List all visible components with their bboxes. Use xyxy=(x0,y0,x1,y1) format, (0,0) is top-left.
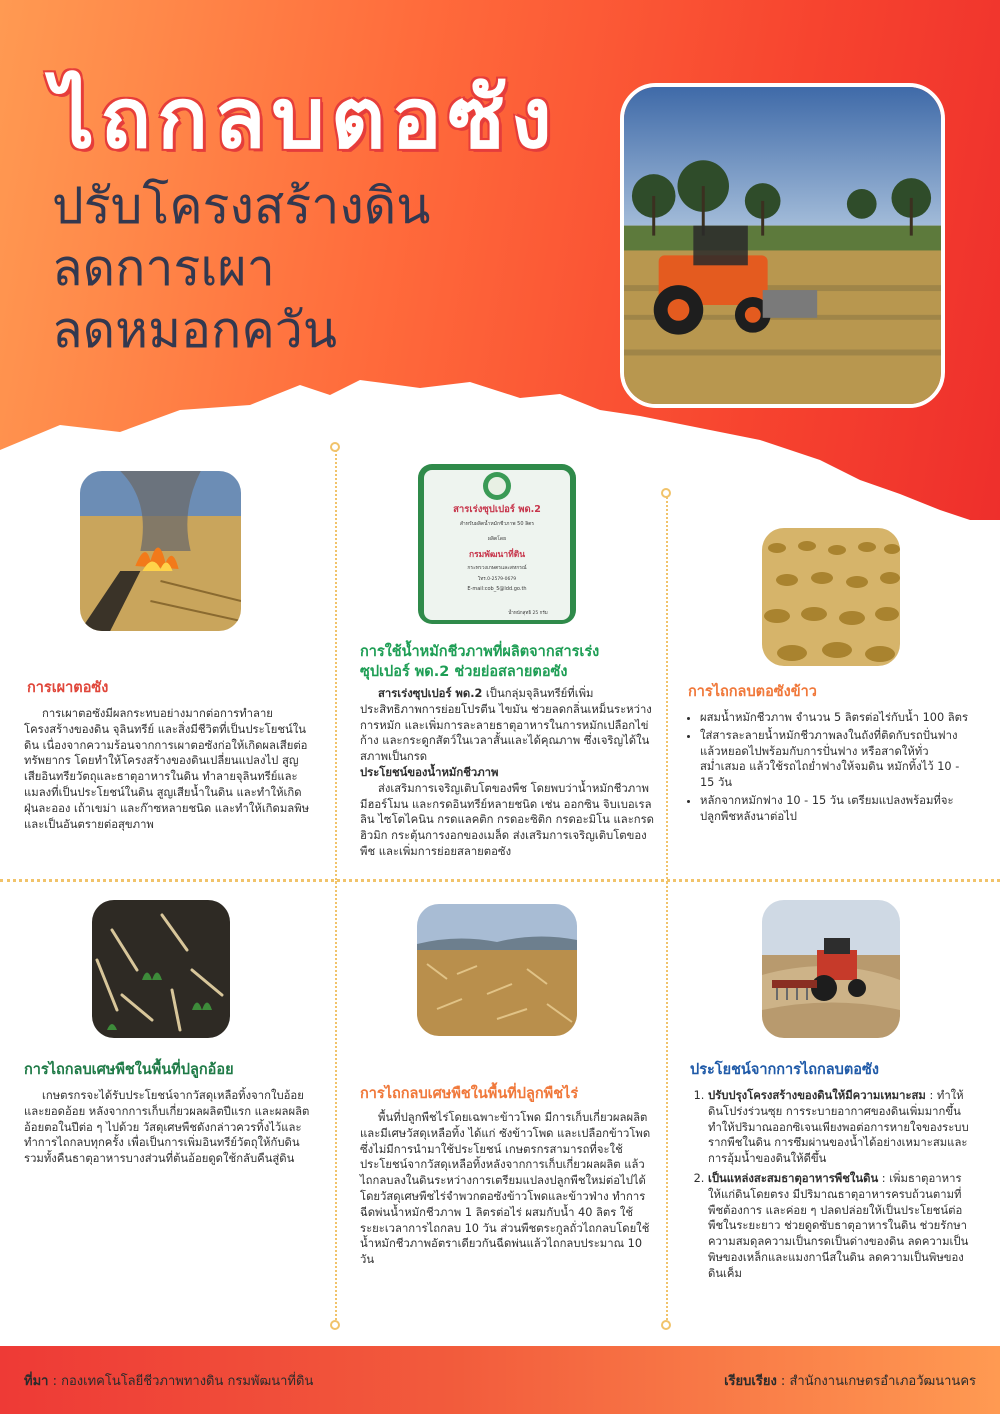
tractor-field-photo xyxy=(620,83,945,408)
field-heading: การไถกลบเศษพืชในพื้นที่ปลูกพืชไร่ xyxy=(360,1086,579,1102)
corn-residue-photo xyxy=(417,904,577,1036)
bag-line: โทร.0-2579-0679 xyxy=(477,577,517,582)
benefits-list xyxy=(692,1088,974,1282)
column-divider xyxy=(666,493,668,883)
sugarcane-residue-photo xyxy=(92,900,230,1038)
field-body xyxy=(360,1110,656,1268)
bag-line: ผลิตโดย xyxy=(487,536,507,542)
list-item: • หลักจากหมักฟาง 10 - 15 วัน เตรียมแปลงพร้อมที่จะปลูกพืชหลังนาต่อไป xyxy=(700,793,969,825)
divider-node xyxy=(330,1320,340,1330)
bag-line: น้ำหนักสุทธิ 25 กรัม xyxy=(508,611,548,616)
burning-body xyxy=(24,706,314,832)
page-title: ไถกลบตอซัง xyxy=(52,69,558,167)
benefit-title: เป็นแหล่งสะสมธาตุอาหารพืชในดิน xyxy=(708,1171,879,1185)
burning-field-photo xyxy=(80,471,241,631)
source-credit xyxy=(24,1370,313,1391)
rice-stubble-photo xyxy=(762,528,900,666)
sugarcane-body xyxy=(24,1088,316,1167)
field-paragraph: พื้นที่ปลูกพืชไร่โดยเฉพาะข้าวโพด มีการเก็บเกี่ยวผลผลิตและมีเศษวัสดุเหลือทิ้ง ได้แก่ ซังข้าวโพด และเปลือกข้าวโพด ซึ่งไม่มีการนำมาใช้ประโยชน์ เกษตรกรสามารถที่จะใช้ประโยชน์จากวัสดุเหลือทิ้งหลังจากการเก็บเกี่ยวผลผลิต แล้วไถกลบลงในดินระหว่างการเตรียมแปลงปลูกพืชใหม่ต่อไปได้ โดยวัสดุเศษพืชไร่จำพวกตอซังข้าวโพดและข้าวฟ่าง ทำการฉีดพ่นน้ำหมักชีวภาพ 1 ลิตรต่อไร่ ผสมกับน้ำ 40 ลิตร ใช้ระยะเวลาการไถกลบ 10 วัน ส่วนพืชตระกูลถั่วไถกลบโดยใช้น้ำหมักชีวภาพอัตราเดียวกันฉีดพ่นแล้วไถกลบประมาณ 10 วัน xyxy=(360,1111,651,1267)
row-divider xyxy=(0,879,1000,882)
list-item: • ผสมน้ำหมักชีวภาพ จำนวน 5 ลิตรต่อไร่กับน้ำ 100 ลิตร xyxy=(700,710,969,726)
list-item xyxy=(708,1088,974,1167)
compost-paragraph xyxy=(360,686,655,765)
subtitle-line: ลดการเผา xyxy=(52,239,275,297)
page-subtitle xyxy=(52,175,612,361)
author-label: เรียบเรียง xyxy=(724,1374,777,1389)
burning-paragraph: การเผาตอซังมีผลกระทบอย่างมากต่อการทำลายโครงสร้างของดิน จุลินทรีย์ และสิ่งมีชีวิตที่เป็นประโยชน์ในดิน เนื่องจากความร้อนจากการเผาตอซังก่อให้เกิดผลเสียต่อทรัพยากร โดยทำให้โครงสร้างของดินเปลี่ยนแปลงไป สูญเสียอินทรียวัตถุและธาตุอาหารในดิน ทำลายจุลินทรีย์และแมลงที่เป็นประโยชน์ในดิน สูญเสียน้ำในดิน และทำให้เกิดฝุ่นละออง เถ้าเขม่า และก๊าซหลายชนิด และทำให้เกิดมลพิษและเป็นอันตรายต่อสุขภาพ xyxy=(24,707,310,831)
super-ldd2-bag-photo xyxy=(418,464,576,624)
plowing-tractor-photo xyxy=(762,900,900,1038)
rice-body xyxy=(684,710,969,827)
compost-benefit-paragraph: ส่งเสริมการเจริญเติบโตของพืช โดยพบว่าน้ำหมักชีวภาพมีฮอร์โมน และกรดอินทรีย์หลายชนิด เช่น ออกซิน จิบเบอเรลลิน ไซโตไคนิน กรดแลคติก กรดอะซิติก กรดอะมิโน และกรดฮิวมิก กระตุ้นการงอกของเมล็ด ส่งเสริมการเจริญเติบโตของพืช และเพิ่มการย่อยสลายตอซัง xyxy=(360,781,655,858)
benefits-heading: ประโยชน์จากการไถกลบตอซัง xyxy=(690,1062,879,1078)
source-label: ที่มา xyxy=(24,1374,49,1389)
benefit-text: : ทำให้ดินโปร่งร่วนซุย การระบายอากาศของดินเพิ่มมากขึ้น ทำให้ปริมาณออกซิเจนเพียงพอต่อการหายใจของระบบรากพืชในดิน การซึมผ่านของน้ำได้อย่างเหมาะสมและการอุ้มน้ำของดินให้ดีขึ้น xyxy=(708,1089,969,1166)
divider-node xyxy=(661,488,671,498)
source-text: : กองเทคโนโลยีชีวภาพทางดิน กรมพัฒนาที่ดิน xyxy=(48,1374,314,1389)
author-text: : สำนักงานเกษตรอำเภอวัฒนานคร xyxy=(776,1374,976,1389)
bag-line: E-mail:cob_5@ldd.go.th xyxy=(467,586,527,592)
bag-title: สารเร่งซุปเปอร์ พด.2 xyxy=(453,504,541,515)
list-item: • ใส่สารละลายน้ำหมักชีวภาพลงในถังที่ติดกับรถปั่นฟาง แล้วหยอดไปพร้อมกับการปั่นฟาง หรือสาดให้ทั่วสม่ำเสมอ แล้วใช้รถไถย่ำฟางให้จมดิน หมักทิ้งไว้ 10 - 15 วัน xyxy=(700,728,969,791)
column-divider xyxy=(335,447,337,883)
rice-heading: การไถกลบตอซังข้าว xyxy=(688,684,817,700)
divider-node xyxy=(330,442,340,452)
rice-steps-list xyxy=(684,710,969,825)
benefits-body xyxy=(692,1088,974,1286)
bag-line: กระทรวงเกษตรและสหกรณ์ xyxy=(467,565,527,571)
divider-node xyxy=(661,1320,671,1330)
benefit-text: : เพิ่มธาตุอาหารให้แก่ดินโดยตรง มีปริมาณธาตุอาหารครบถ้วนตามที่พืชต้องการ และค่อย ๆ ปลดปล่อยให้เป็นประโยชน์ต่อพืชในระยะยาว ช่วยดูดซับธาตุอาหารในดิน ช่วยรักษาความสมดุลความเป็นกรดเป็นด่างของดิน ลดความเป็นพิษของเหล็กและแมงกานีสในดิน ลดความเป็นพิษของดินเค็ม xyxy=(708,1171,969,1280)
compost-body xyxy=(360,686,655,860)
bag-line: สำหรับผลิตน้ำหมักชีวภาพ 50 ลิตร xyxy=(459,521,535,527)
compost-heading: การใช้น้ำหมักชีวภาพที่ผลิตจากสารเร่ง ซุปเปอร์ พด.2 ช่วยย่อสลายตอซัง xyxy=(360,644,600,680)
compost-lead-text: เป็นกลุ่มจุลินทรีย์ที่เพิ่มประสิทธิภาพการย่อยโปรตีน ไขมัน ช่วยลดกลิ่นเหม็นระหว่างการหมัก และเพิ่มการละลายธาตุอาหารในการหมักเปลือกไข่ ก้าง และกระดูกสัตว์ในเวลาสั้นและได้คุณภาพ ซึ่งเจริญได้ในสภาพเป็นกรด xyxy=(360,687,652,764)
sugarcane-paragraph: เกษตรกรจะได้รับประโยชน์จากวัสดุเหลือทิ้งจากใบอ้อยและยอดอ้อย หลังจากการเก็บเกี่ยวผลผลิตปีแรก และผลผลิตอ้อยตอในปีต่อ ๆ ไปด้วย วัสดุเศษพืชดังกล่าวควรทิ้งไว้และทำการไถกลบทุกครั้ง เพื่อเป็นการเพิ่มอินทรีย์วัตถุให้กับดิน รวมทั้งคืนธาตุอาหารบางส่วนที่ต้นอ้อยดูดใช้กลับคืนสู่ดิน xyxy=(24,1089,310,1166)
author-credit xyxy=(724,1370,976,1391)
compost-lead-term: สารเร่งซุปเปอร์ พด.2 xyxy=(378,687,483,700)
compost-benefit-heading: ประโยชน์ของน้ำหมักชีวภาพ xyxy=(360,765,499,779)
burning-heading: การเผาตอซัง xyxy=(27,680,109,696)
benefit-title: ปรับปรุงโครงสร้างของดินให้มีความเหมาะสม xyxy=(708,1089,926,1102)
column-divider xyxy=(335,882,337,1324)
list-item xyxy=(708,1171,974,1282)
subtitle-line: ปรับโครงสร้างดิน xyxy=(52,177,431,235)
footer-bar xyxy=(0,1346,1000,1414)
bag-line: กรมพัฒนาที่ดิน xyxy=(468,550,526,560)
subtitle-line: ลดหมอกควัน xyxy=(52,301,338,359)
sugarcane-heading: การไถกลบเศษพืชในพื้นที่ปลูกอ้อย xyxy=(24,1062,234,1078)
column-divider xyxy=(666,882,668,1324)
